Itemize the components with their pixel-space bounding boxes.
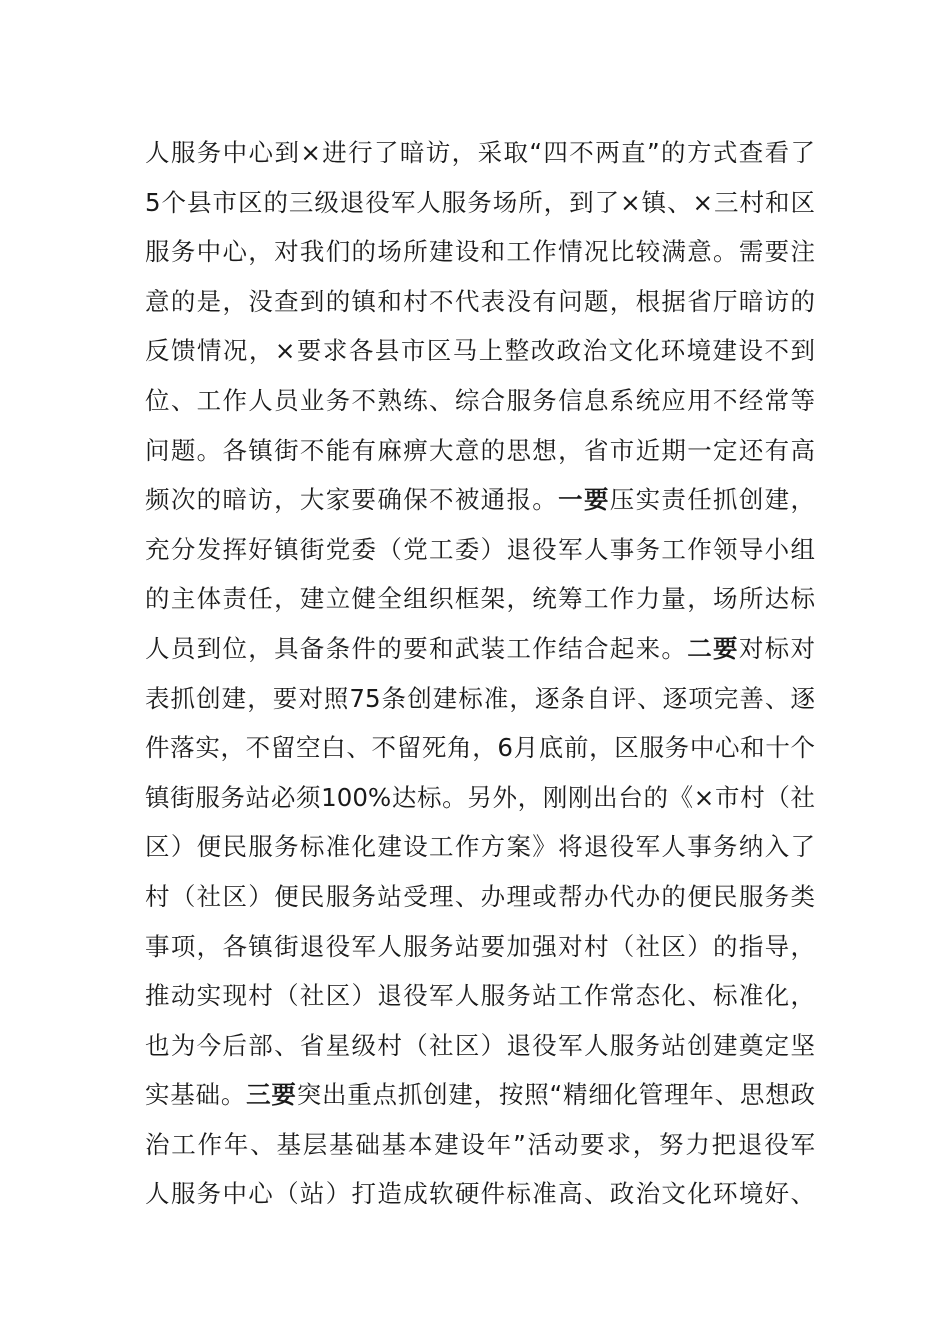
text-segment: 也为今后部、省星级村（社区）退役军人服务站创建奠定坚 [145, 1030, 815, 1060]
text-segment: 充分发挥好镇街党委（党工委）退役军人事务工作领导小组 [145, 534, 815, 564]
text-line [145, 326, 815, 376]
text-line [145, 277, 815, 327]
text-segment: 村（社区）便民服务站受理、办理或帮办代办的便民服务类 [145, 881, 815, 911]
text-segment: 对标对 [738, 633, 815, 663]
text-line [145, 574, 815, 624]
text-line [145, 1070, 815, 1120]
text-segment: 人员到位，具备条件的要和武装工作结合起来。 [145, 633, 688, 663]
text-segment: 推动实现村（社区）退役军人服务站工作常态化、标准化， [145, 981, 815, 1011]
text-segment: 问题。各镇街不能有麻痹大意的思想，省市近期一定还有高 [145, 435, 815, 465]
text-segment: 人服务中心（站）打造成软硬件标准高、政治文化环境好、 [145, 1179, 815, 1209]
text-segment: 区）便民服务标准化建设工作方案》将退役军人事务纳入了 [145, 832, 815, 862]
text-segment: 镇街服务站必须100%达标。另外，刚刚出台的《×市村（社 [145, 782, 815, 812]
text-line [145, 525, 815, 575]
text-segment: 意的是，没查到的镇和村不代表没有问题，根据省厅暗访的 [145, 286, 815, 316]
text-segment: 反馈情况，×要求各县市区马上整改政治文化环境建设不到 [145, 336, 815, 366]
text-line [145, 376, 815, 426]
text-segment: 的主体责任，建立健全组织框架，统筹工作力量，场所达标 [145, 584, 815, 614]
text-segment: 位、工作人员业务不熟练、综合服务信息系统应用不经常等 [145, 385, 815, 415]
text-line [145, 227, 815, 277]
bold-keyword: 二要 [687, 633, 739, 663]
text-line [145, 723, 815, 773]
text-segment: 频次的暗访，大家要确保不被通报。 [145, 485, 559, 515]
text-line [145, 773, 815, 823]
bold-keyword: 三要 [246, 1080, 297, 1110]
text-line [145, 872, 815, 922]
text-line [145, 1021, 815, 1071]
text-segment: 压实责任抓创建， [609, 485, 815, 515]
body-text [145, 128, 815, 1219]
text-segment: 表抓创建，要对照75条创建标准，逐条自评、逐项完善、逐 [145, 683, 815, 713]
text-segment: 服务中心，对我们的场所建设和工作情况比较满意。需要注 [145, 237, 815, 267]
bold-keyword: 一要 [558, 485, 610, 515]
text-segment: 5个县市区的三级退役军人服务场所，到了×镇、×三村和区 [145, 187, 815, 217]
text-line [145, 971, 815, 1021]
text-line [145, 674, 815, 724]
text-segment: 治工作年、基层基础基本建设年”活动要求，努力把退役军 [145, 1129, 815, 1159]
text-line [145, 178, 815, 228]
text-line [145, 128, 815, 178]
text-line [145, 922, 815, 972]
text-line [145, 624, 815, 674]
text-line [145, 1169, 815, 1219]
text-line [145, 426, 815, 476]
text-segment: 人服务中心到×进行了暗访，采取“四不两直”的方式查看了 [145, 138, 815, 167]
text-segment: 突出重点抓创建，按照“精细化管理年、思想政 [296, 1080, 815, 1110]
text-segment: 事项，各镇街退役军人服务站要加强对村（社区）的指导， [145, 931, 815, 961]
text-segment: 件落实，不留空白、不留死角，6月底前，区服务中心和十个 [145, 733, 815, 763]
text-line [145, 822, 815, 872]
text-line [145, 475, 815, 525]
text-line [145, 1120, 815, 1170]
text-segment: 实基础。 [145, 1080, 247, 1110]
